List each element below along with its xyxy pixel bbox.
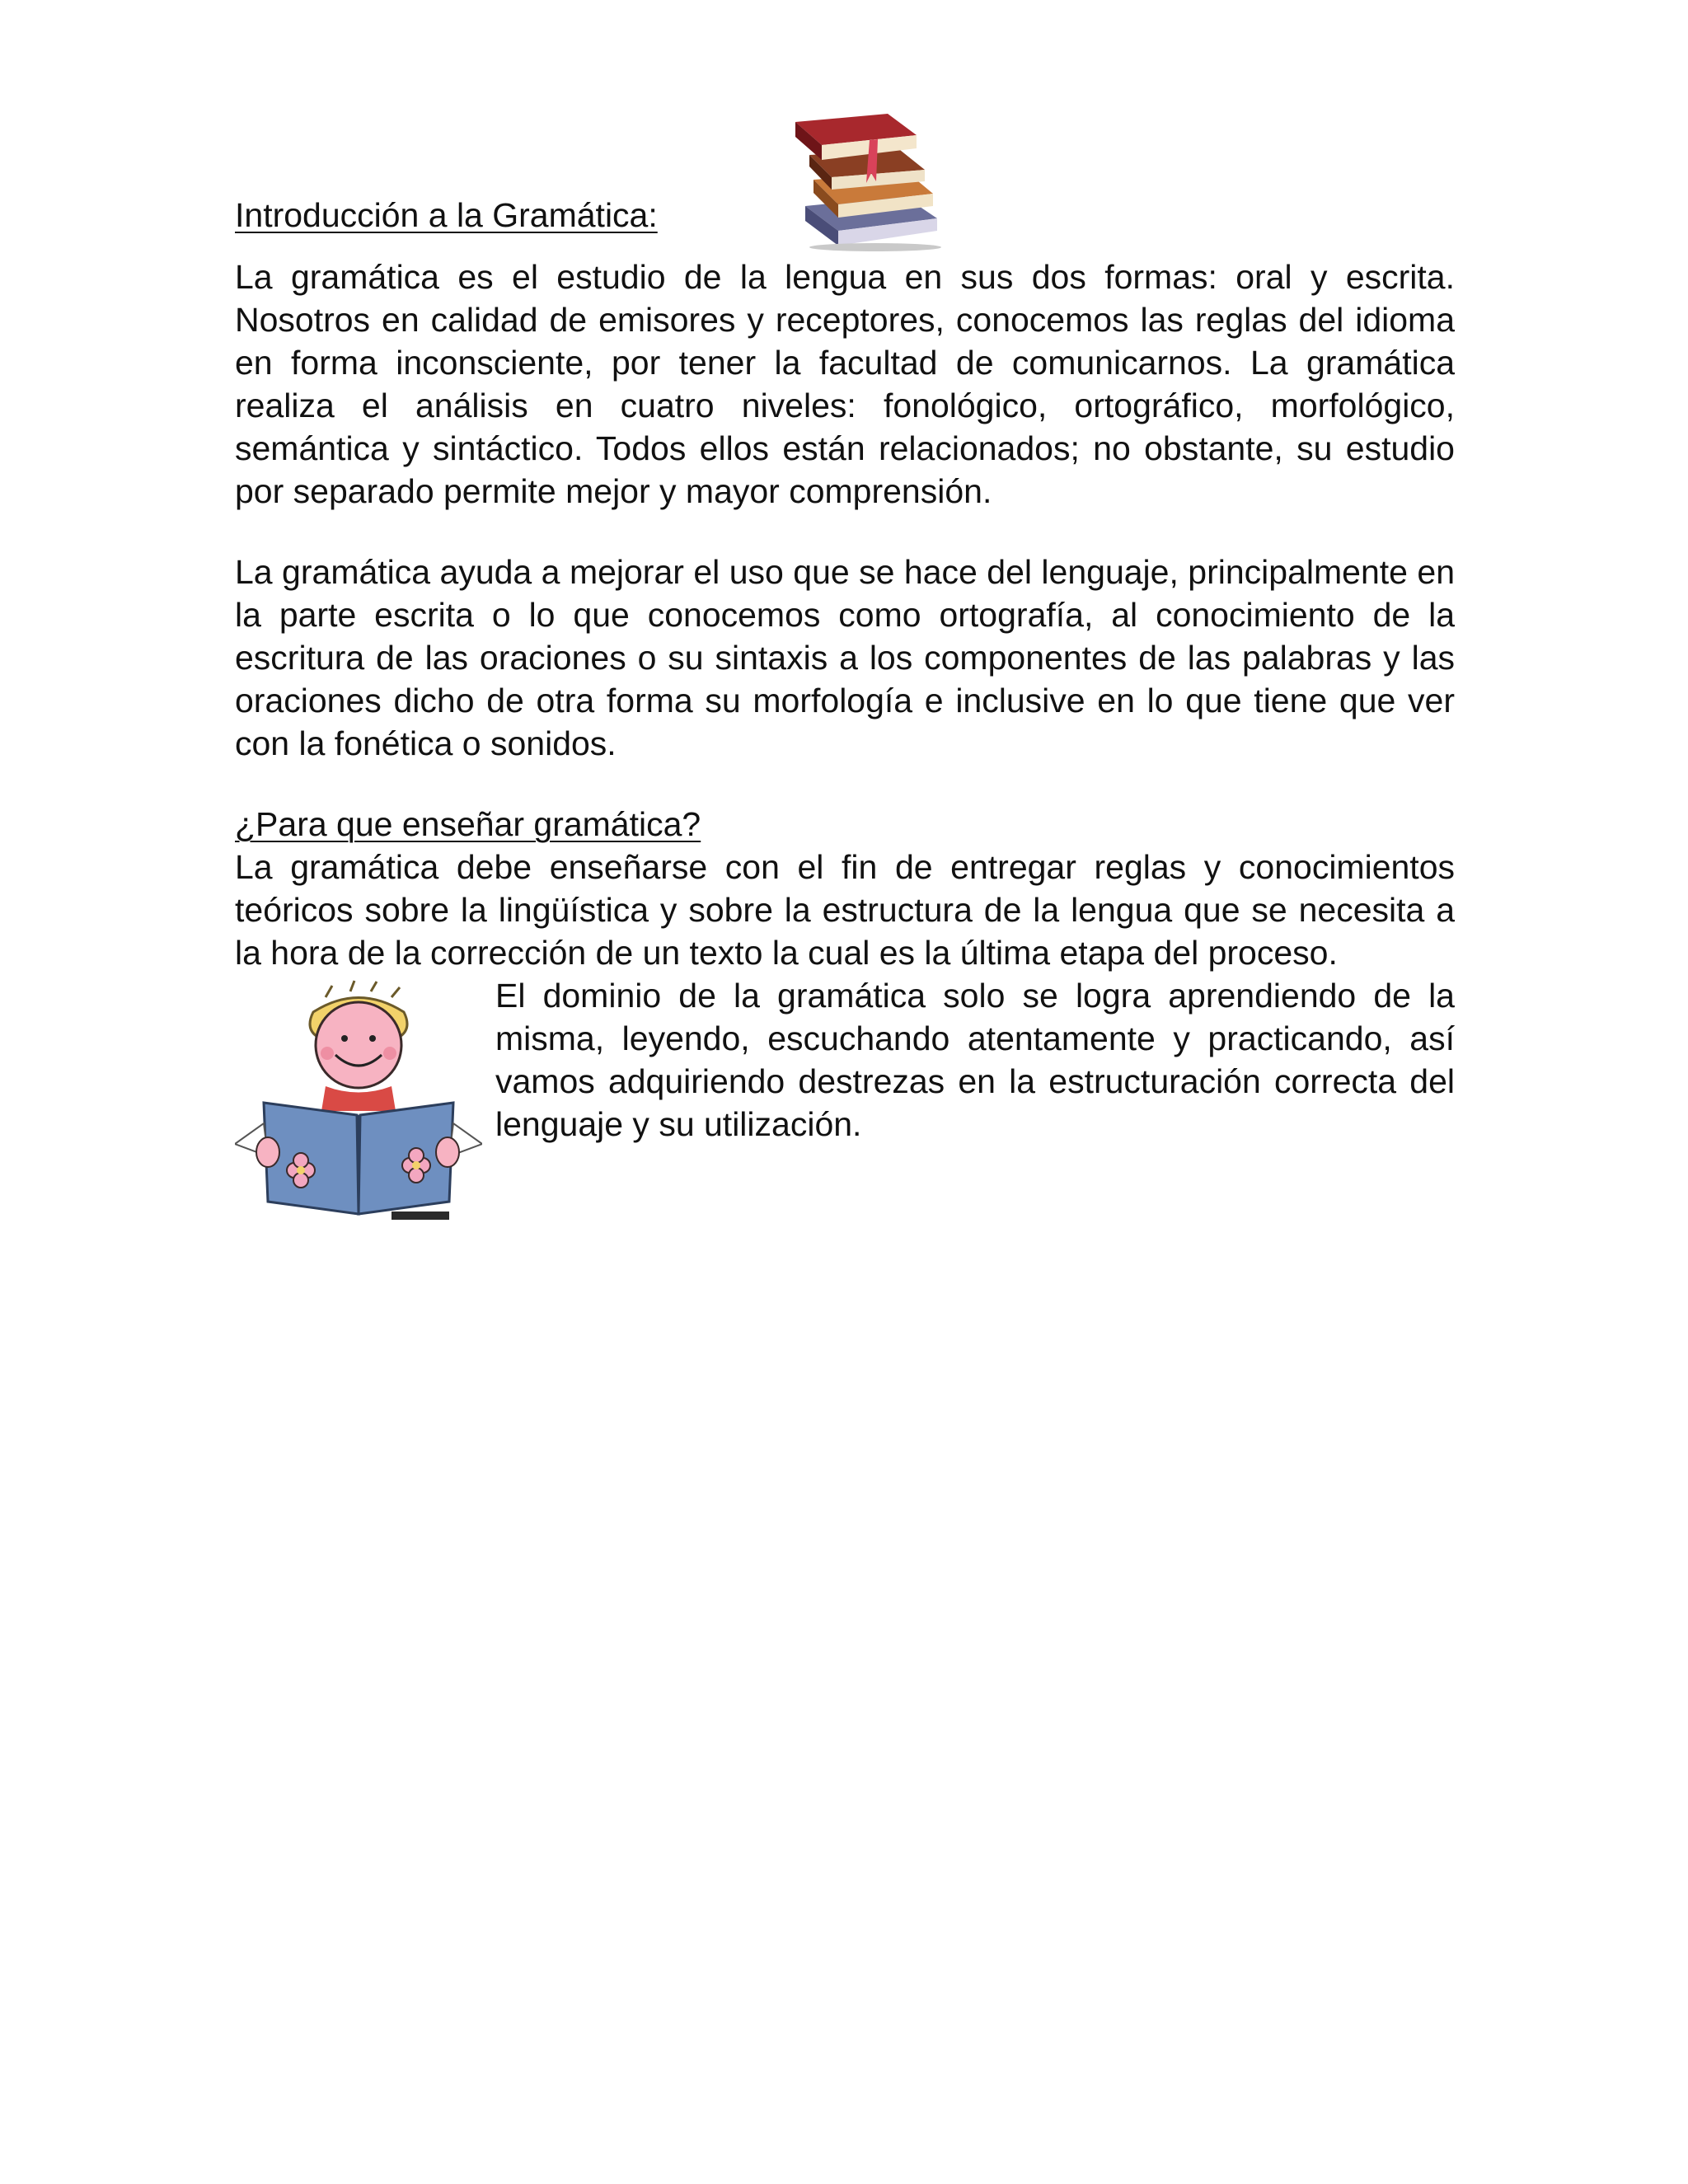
document-content	[235, 107, 1455, 1226]
closing-paragraph: El dominio de la gramática solo se logra aprendiendo de la misma, leyendo, escuchando atentamente y practicando, así vamos adquiriendo destrezas en la estructuración correcta del lenguaje y su utilización.	[495, 977, 1455, 1143]
paragraph-usage: La gramática ayuda a mejorar el uso que se hace del lenguaje, principalmente en la parte escrita o lo que conocemos como ortografía, al conocimiento de la escritura de las oraciones o su sintaxis a los componentes de las palabras y las oraciones dicho de otra forma su morfología e inclusive en lo que tiene que ver con la fonética o sonidos.	[235, 553, 1455, 762]
books-icon	[781, 107, 945, 251]
section-paragraph: La gramática debe enseñarse con el fin de entregar reglas y conocimientos teóricos sobre la lingüística y sobre la estructura de la lengua que se necesita a la hora de la corrección de un texto la cual es la última etapa del proceso.	[235, 848, 1455, 972]
closing-block	[235, 974, 1455, 1146]
title-row	[235, 107, 1455, 255]
paragraph-intro: La gramática es el estudio de la lengua en sus dos formas: oral y escrita. Nosotros en calidad de emisores y receptores, conocemos las reglas del idioma en forma inconsciente, por tener la facultad de comunicarnos. La gramática realiza el análisis en cuatro niveles: fonológico, ortográfico, morfológico, semántica y sintáctico. Todos ellos están relacionados; no obstante, su estudio por separado permite mejor y mayor comprensión.	[235, 258, 1455, 510]
section-heading: ¿Para que enseñar gramática?	[235, 805, 701, 843]
page-title: Introducción a la Gramática:	[235, 196, 658, 234]
child-reading-icon	[235, 979, 482, 1226]
